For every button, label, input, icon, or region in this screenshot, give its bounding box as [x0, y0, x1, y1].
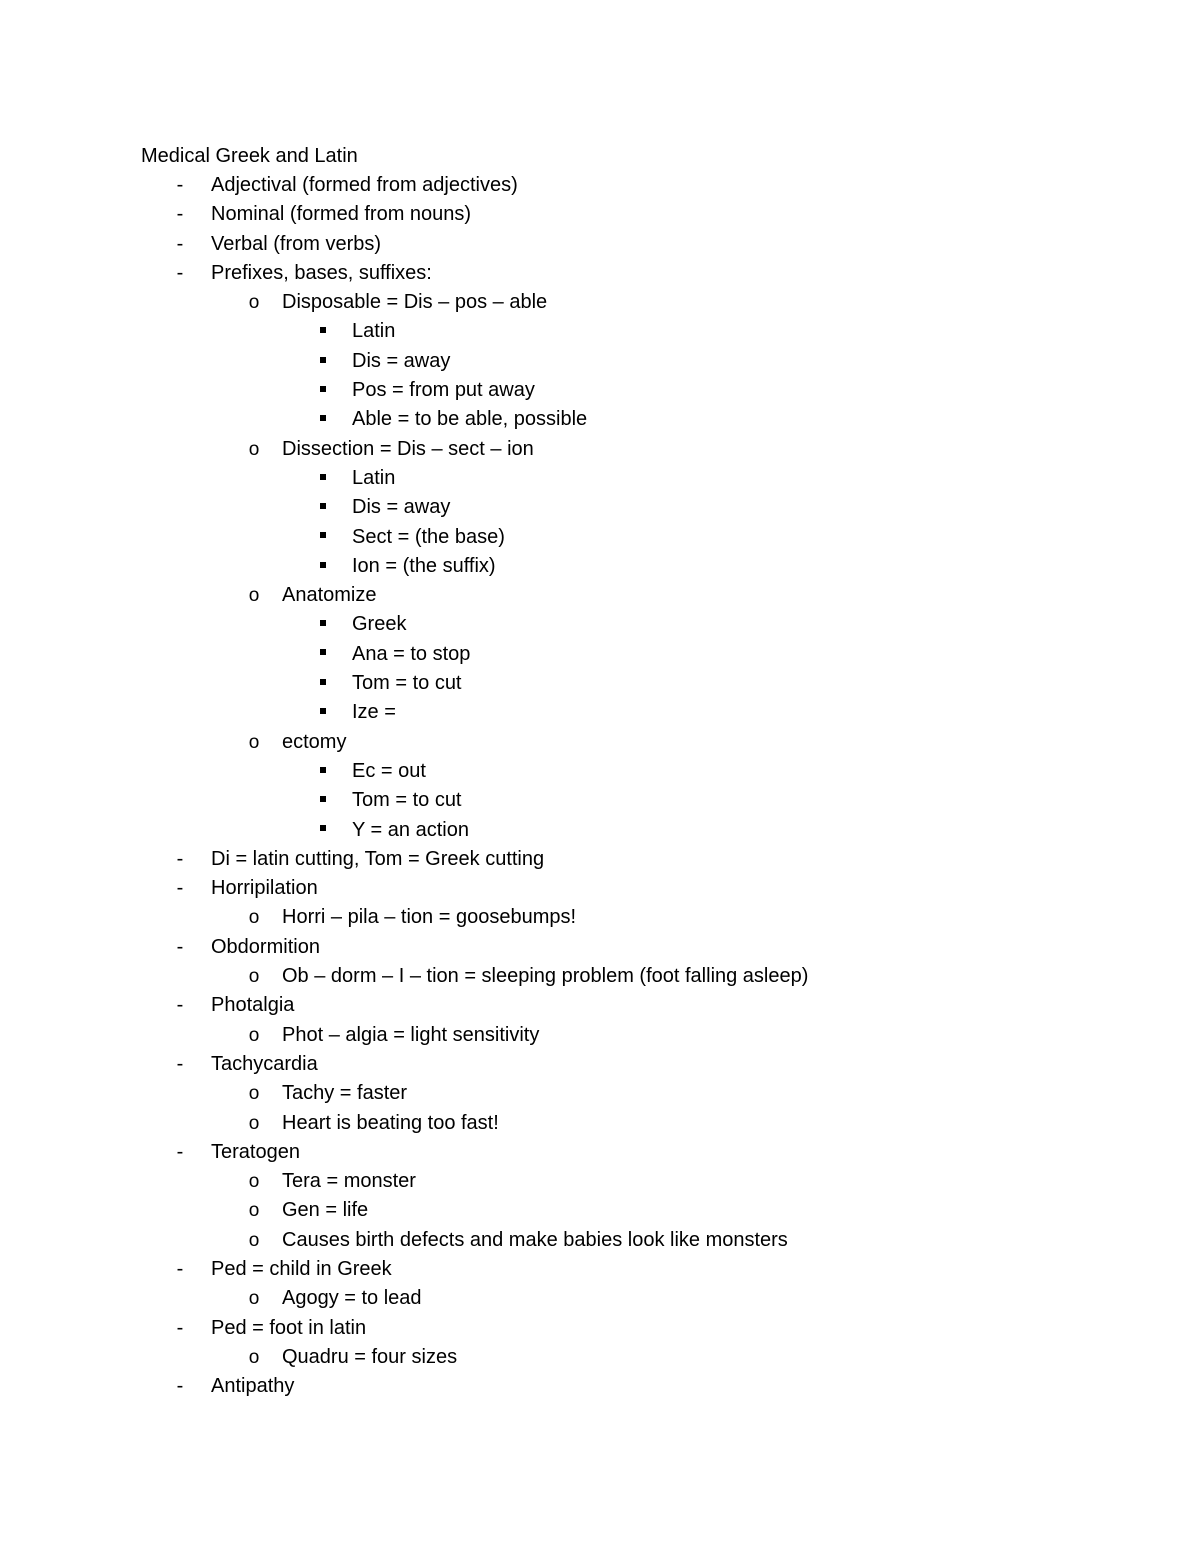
- dash-bullet: -: [176, 174, 184, 196]
- outline-item-text: Adjectival (formed from adjectives): [211, 174, 518, 196]
- outline-item-level-2: [0, 288, 1200, 317]
- outline-item-level-2: [0, 435, 1200, 464]
- outline-item-text: Able = to be able, possible: [352, 408, 588, 431]
- outline-item-level-2: [0, 962, 1200, 991]
- outline-item-text: Agogy = to lead: [282, 1287, 422, 1310]
- outline-item-text: Dis = away: [352, 496, 451, 519]
- circle-bullet: o: [248, 1083, 260, 1105]
- outline-item-level-1: [0, 991, 1200, 1020]
- outline-item-text: Disposable = Dis – pos – able: [282, 291, 548, 314]
- square-bullet-icon: [313, 816, 333, 845]
- outline-item-level-2: [0, 1343, 1200, 1372]
- outline-item-level-2: [0, 1196, 1200, 1225]
- outline-item-text: Nominal (formed from nouns): [211, 203, 472, 226]
- outline-item-text: Sect = (the base): [352, 525, 505, 548]
- square-bullet-icon: [313, 610, 333, 639]
- square-bullet-icon: [313, 376, 333, 405]
- outline-item-level-3: [0, 376, 1200, 405]
- circle-bullet: o: [248, 1024, 260, 1046]
- outline-item-text: Ion = (the suffix): [352, 554, 496, 577]
- outline-item-level-3: [0, 464, 1200, 493]
- outline-item-text: Dis = away: [352, 349, 451, 372]
- outline-item-level-2: [0, 1109, 1200, 1138]
- square-bullet-icon: [313, 786, 333, 815]
- outline-item-level-1: [0, 1138, 1200, 1167]
- outline-item-text: Horripilation: [211, 877, 318, 900]
- outline-item-level-3: [0, 757, 1200, 786]
- outline-item-text: ectomy: [282, 730, 347, 753]
- outline-item-text: Di = latin cutting, Tom = Greek cutting: [211, 847, 545, 870]
- outline-item-text: Anatomize: [282, 584, 377, 607]
- document-title: Medical Greek and Latin: [141, 145, 358, 167]
- outline-item-level-1: [0, 874, 1200, 903]
- outline-item-level-1: [0, 230, 1200, 259]
- circle-bullet: o: [248, 907, 260, 929]
- outline-item-text: Phot – algia = light sensitivity: [282, 1023, 540, 1046]
- outline-item-text: Antipathy: [211, 1375, 295, 1398]
- outline-item-level-3: [0, 786, 1200, 815]
- outline-item-level-1: [0, 845, 1200, 874]
- outline-item-level-2: [0, 1284, 1200, 1313]
- outline-item-text: Tachy = faster: [282, 1082, 408, 1105]
- outline-item-level-2: [0, 581, 1200, 610]
- outline-item-text: Greek: [352, 613, 407, 636]
- square-bullet-icon: [313, 347, 333, 376]
- dash-bullet: -: [176, 203, 184, 226]
- dash-bullet: -: [176, 232, 184, 255]
- square-bullet-icon: [313, 669, 333, 698]
- square-bullet-icon: [313, 317, 333, 346]
- dash-bullet: -: [176, 877, 184, 900]
- outline-item-level-1: [0, 171, 1200, 200]
- outline-list: [0, 171, 1200, 1401]
- circle-bullet: o: [248, 731, 260, 753]
- circle-bullet: o: [248, 966, 260, 988]
- outline-item-level-2: [0, 728, 1200, 757]
- dash-bullet: -: [176, 1140, 184, 1163]
- outline-item-text: Horri – pila – tion = goosebumps!: [282, 906, 577, 929]
- square-bullet-icon: [313, 493, 333, 522]
- outline-item-text: Quadru = four sizes: [282, 1345, 458, 1368]
- outline-item-text: Ana = to stop: [352, 642, 471, 665]
- dash-bullet: -: [176, 994, 184, 1017]
- outline-item-level-1: [0, 1050, 1200, 1079]
- outline-item-text: Ped = foot in latin: [211, 1316, 367, 1339]
- circle-bullet: o: [248, 438, 260, 460]
- outline-item-text: Ped = child in Greek: [211, 1257, 392, 1280]
- outline-item-level-2: [0, 1226, 1200, 1255]
- outline-item-level-3: [0, 317, 1200, 346]
- outline-item-text: Tachycardia: [211, 1052, 318, 1075]
- outline-item-level-2: [0, 1167, 1200, 1196]
- circle-bullet: o: [248, 1288, 260, 1310]
- outline-item-level-2: [0, 1079, 1200, 1108]
- circle-bullet: o: [248, 1112, 260, 1134]
- outline-item-level-3: [0, 816, 1200, 845]
- outline-item-level-1: [0, 1372, 1200, 1401]
- outline-item-text: Tom = to cut: [352, 672, 462, 695]
- square-bullet-icon: [313, 523, 333, 552]
- outline-item-level-3: [0, 493, 1200, 522]
- square-bullet-icon: [313, 757, 333, 786]
- outline-item-text: Dissection = Dis – sect – ion: [282, 437, 534, 460]
- outline-item-text: Ize =: [352, 701, 396, 724]
- outline-item-text: Photalgia: [211, 994, 295, 1017]
- outline-item-text: Teratogen: [211, 1140, 300, 1163]
- circle-bullet: o: [248, 1229, 260, 1251]
- outline-item-level-3: [0, 347, 1200, 376]
- outline-item-text: Obdormition: [211, 935, 320, 958]
- dash-bullet: -: [176, 847, 184, 870]
- outline-item-level-1: [0, 933, 1200, 962]
- square-bullet-icon: [313, 640, 333, 669]
- outline-item-level-3: [0, 523, 1200, 552]
- outline-item-level-3: [0, 610, 1200, 639]
- circle-bullet: o: [248, 1346, 260, 1368]
- dash-bullet: -: [176, 1257, 184, 1280]
- dash-bullet: -: [176, 1375, 184, 1398]
- square-bullet-icon: [313, 552, 333, 581]
- outline-item-level-1: [0, 1314, 1200, 1343]
- outline-item-level-3: [0, 640, 1200, 669]
- outline-item-text: Tera = monster: [282, 1170, 416, 1193]
- outline-item-text: Gen = life: [282, 1199, 369, 1222]
- circle-bullet: o: [248, 585, 260, 607]
- outline-item-text: Heart is beating too fast!: [282, 1111, 499, 1134]
- outline-item-text: Latin: [352, 466, 396, 489]
- dash-bullet: -: [176, 935, 184, 958]
- square-bullet-icon: [313, 698, 333, 727]
- circle-bullet: o: [248, 1200, 260, 1222]
- circle-bullet: o: [248, 292, 260, 314]
- outline-item-text: Pos = from put away: [352, 379, 535, 402]
- outline-item-level-2: [0, 903, 1200, 932]
- outline-item-text: Y = an action: [352, 818, 469, 841]
- outline-item-level-2: [0, 1021, 1200, 1050]
- outline-item-text: Latin: [352, 320, 396, 343]
- outline-item-text: Ob – dorm – I – tion = sleeping problem (foot falling asleep): [282, 965, 809, 988]
- outline-item-text: Verbal (from verbs): [211, 232, 382, 255]
- outline-item-level-3: [0, 552, 1200, 581]
- outline-item-level-3: [0, 698, 1200, 727]
- outline-item-text: Causes birth defects and make babies look like monsters: [282, 1228, 788, 1251]
- outline-item-text: Ec = out: [352, 759, 426, 782]
- dash-bullet: -: [176, 1316, 184, 1339]
- outline-item-level-1: [0, 259, 1200, 288]
- dash-bullet: -: [176, 1052, 184, 1075]
- outline-item-text: Prefixes, bases, suffixes:: [211, 261, 432, 284]
- circle-bullet: o: [248, 1171, 260, 1193]
- square-bullet-icon: [313, 405, 333, 434]
- outline-item-level-1: [0, 200, 1200, 229]
- outline-item-level-3: [0, 669, 1200, 698]
- outline-item-text: Tom = to cut: [352, 789, 462, 812]
- outline-item-level-1: [0, 1255, 1200, 1284]
- dash-bullet: -: [176, 261, 184, 284]
- outline-item-level-3: [0, 405, 1200, 434]
- square-bullet-icon: [313, 464, 333, 493]
